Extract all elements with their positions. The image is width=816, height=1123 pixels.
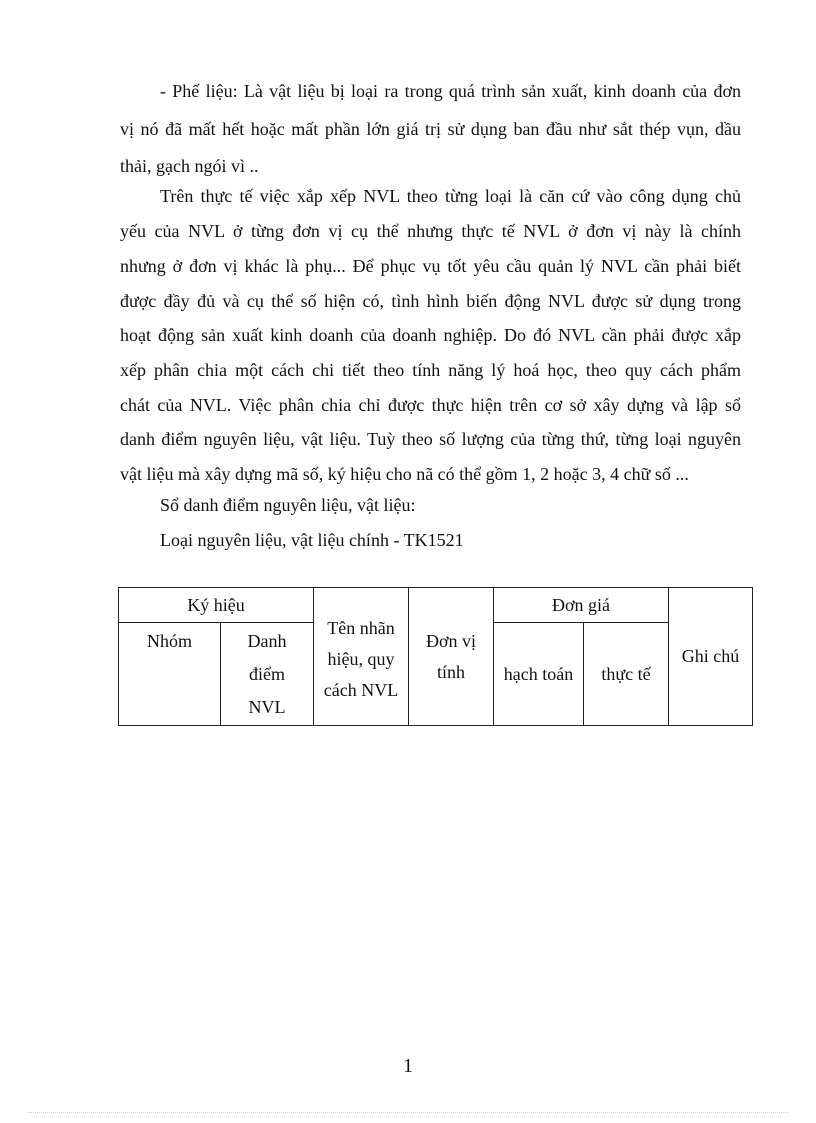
body-text-line: Trên thực tế việc xắp xếp NVL theo từng loại là căn cứ vào công dụng chủ — [160, 186, 741, 206]
header-ky-hieu: Ký hiệu — [119, 588, 314, 623]
header-hach-toan: hạch toán — [494, 623, 584, 726]
table-caption: Loại nguyên liệu, vật liệu chính - TK1521 — [160, 530, 464, 550]
body-text-line: thải, gạch ngói vì .. — [120, 156, 259, 176]
header-danh-diem — [221, 623, 314, 726]
body-text-line: yếu của NVL ở từng đơn vị cụ thể nhưng thực tế NVL ở đơn vị này là chính — [120, 221, 741, 241]
header-line: tính — [436, 661, 465, 682]
body-text-line: được đầy đủ và cụ thể số hiện có, tình hình biến động NVL được sử dụng trong — [120, 291, 741, 311]
body-text-line: xếp phân chia một cách chi tiết theo tính năng lý hoá học, theo quy cách phẩm — [120, 360, 741, 380]
header-line: Danh — [247, 631, 287, 651]
page-number: 1 — [403, 1055, 413, 1077]
material-code-table — [118, 587, 753, 726]
header-don-gia: Đơn giá — [494, 588, 669, 623]
list-heading: Sổ danh điểm nguyên liệu, vật liệu: — [160, 495, 416, 515]
body-text-line: vật liệu mà xây dựng mã số, ký hiệu cho nã có thể gồm 1, 2 hoặc 3, 4 chữ số ... — [120, 464, 689, 484]
header-thuc-te: thực tế — [584, 623, 669, 726]
body-text-line: danh điểm nguyên liệu, vật liệu. Tuỳ theo số lượng của từng thứ, từng loại nguyên — [120, 429, 741, 449]
header-line: NVL — [248, 697, 286, 717]
body-text-line: nhưng ở đơn vị khác là phụ... Để phục vụ tốt yêu cầu quản lý NVL cần phải biết — [120, 256, 741, 276]
header-ghi-chu: Ghi chú — [669, 588, 753, 726]
header-line: điểm — [249, 664, 285, 684]
header-ten-nhan-hieu — [314, 588, 409, 726]
header-line: Nhóm — [147, 631, 192, 651]
header-nhom — [119, 623, 221, 726]
header-line: cách NVL — [323, 680, 399, 700]
header-line: Tên nhãn — [327, 618, 395, 638]
header-don-vi-tinh — [409, 588, 494, 726]
body-text-line: - Phế liệu: Là vật liệu bị loại ra trong quá trình sản xuất, kinh doanh của đơn — [160, 81, 741, 101]
header-line: Đơn vị — [425, 630, 477, 651]
page-bottom-divider — [28, 1112, 788, 1113]
header-line: hiệu, quy — [327, 649, 395, 669]
body-text-line: vị nó đã mất hết hoặc mất phần lớn giá trị sử dụng ban đầu như sắt thép vụn, dầu — [120, 119, 741, 139]
body-text-line: chát của NVL. Việc phân chia chỉ được thực hiện trên cơ sở xây dựng và lập sổ — [120, 395, 741, 415]
body-text-line: hoạt động sản xuất kinh doanh của doanh nghiệp. Do đó NVL cần phải được xắp — [120, 325, 741, 345]
